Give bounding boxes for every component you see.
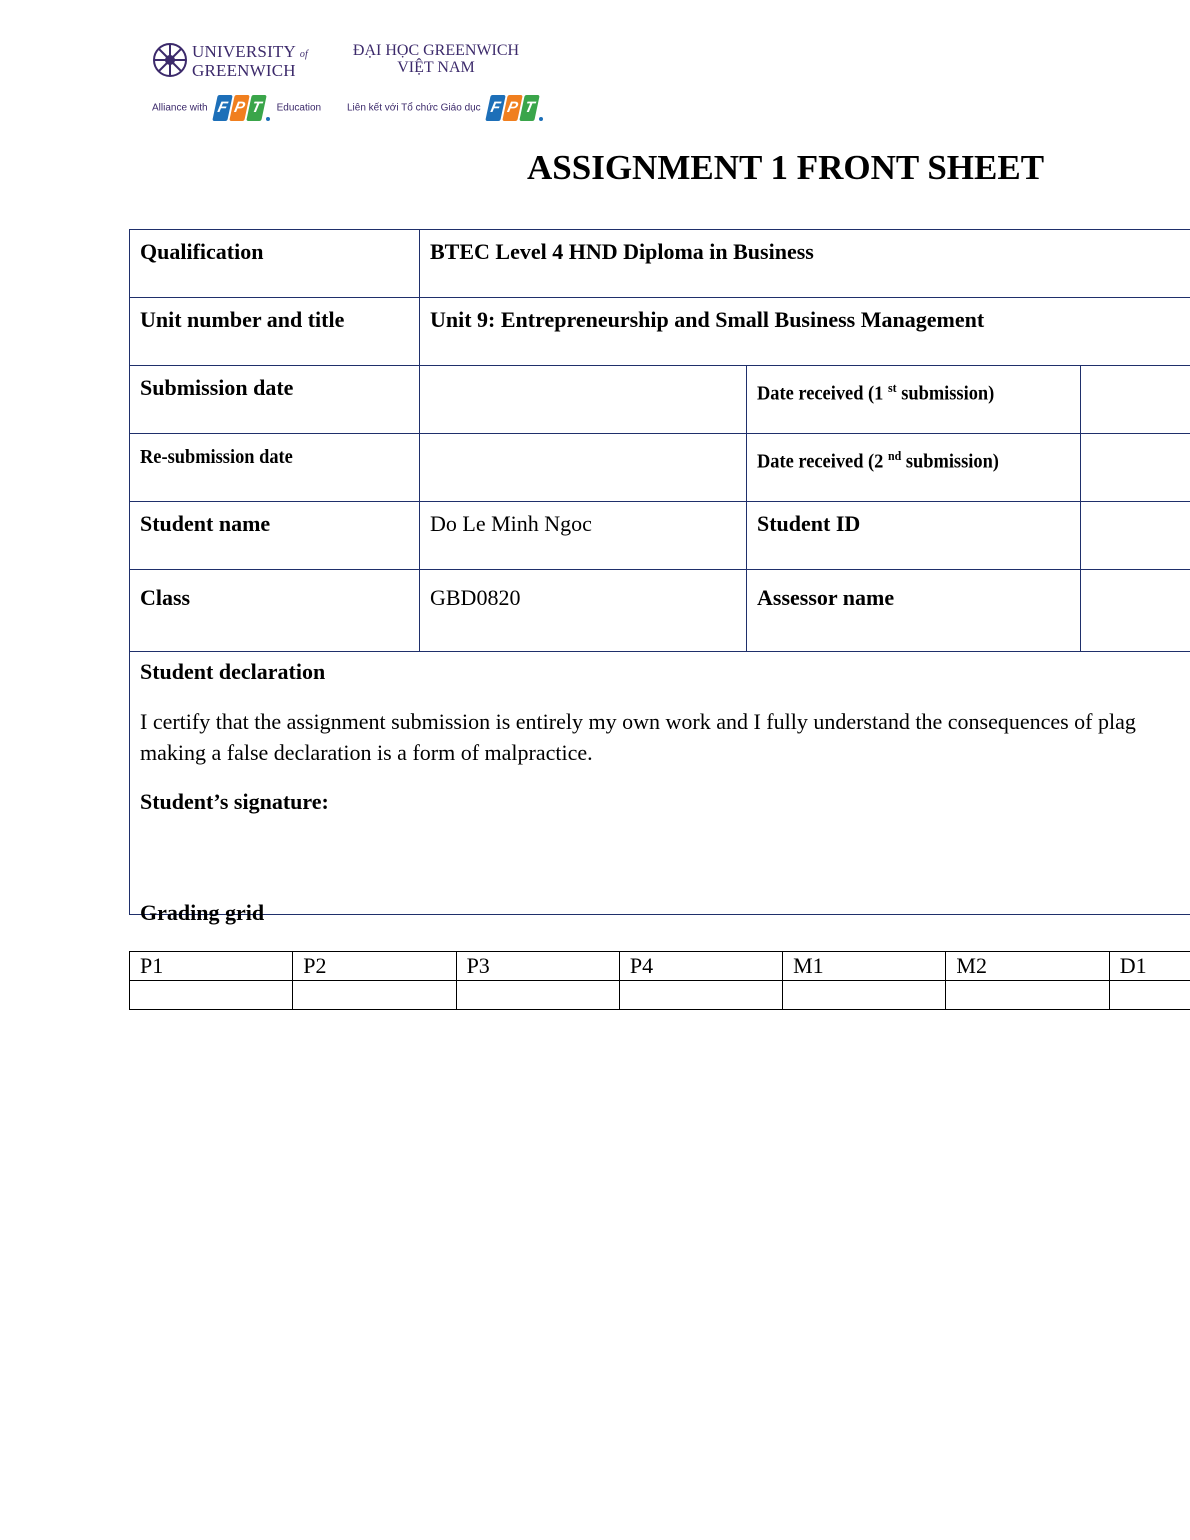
fpt-logo-icon: F P T <box>488 95 543 121</box>
logo-of-text: of <box>299 49 309 60</box>
grade-cell-p2[interactable] <box>293 981 456 1010</box>
greenwich-crest-icon <box>152 42 188 78</box>
row-submission <box>130 366 1190 434</box>
grade-cell-d1[interactable] <box>1109 981 1190 1010</box>
greenwich-vietnam-logo <box>347 42 536 128</box>
grade-cell-p3[interactable] <box>456 981 619 1010</box>
date-received-2-field[interactable] <box>1081 434 1190 502</box>
class-field[interactable]: GBD0820 <box>420 570 747 652</box>
row-resubmission <box>130 434 1190 502</box>
alliance-prefix-vn: Liên kết với Tổ chức Giáo dục <box>347 102 481 114</box>
grade-header-d1: D1 <box>1109 952 1190 981</box>
page-title: ASSIGNMENT 1 FRONT SHEET <box>527 148 1045 187</box>
grade-header-m1: M1 <box>783 952 946 981</box>
grading-grid-table <box>129 951 1190 1010</box>
assessor-name-label: Assessor name <box>747 570 1081 652</box>
row-class <box>130 570 1190 652</box>
grading-value-row <box>130 981 1190 1010</box>
qualification-label: Qualification <box>130 230 420 298</box>
date-received-2-label: Date received (2 $^{nd}$ submission) <box>747 434 1081 502</box>
row-qualification <box>130 230 1190 298</box>
student-name-label: Student name <box>130 502 420 570</box>
resubmission-date-label: Re-submission date <box>130 434 420 502</box>
grading-header-row <box>130 952 1190 981</box>
grade-header-p4: P4 <box>619 952 782 981</box>
grade-header-p1: P1 <box>130 952 293 981</box>
class-label: Class <box>130 570 420 652</box>
fpt-alliance-row <box>152 95 321 127</box>
row-declaration <box>130 652 1190 915</box>
grade-header-m2: M2 <box>946 952 1109 981</box>
declaration-title: Student declaration <box>140 659 326 684</box>
logo-greenwich-text: GREENWICH <box>192 61 296 80</box>
grade-cell-p4[interactable] <box>619 981 782 1010</box>
alliance-suffix: Education <box>276 102 322 114</box>
grade-cell-p1[interactable] <box>130 981 293 1010</box>
signature-label[interactable]: Student’s signature: <box>140 789 329 814</box>
assessor-name-field[interactable] <box>1081 570 1190 652</box>
row-unit <box>130 298 1190 366</box>
logo-vn-line2: VIỆT NAM <box>397 59 475 76</box>
grade-cell-m1[interactable] <box>783 981 946 1010</box>
fpt-alliance-row-vn <box>347 95 546 127</box>
student-id-field[interactable] <box>1081 502 1190 570</box>
grade-header-p2: P2 <box>293 952 456 981</box>
unit-label: Unit number and title <box>130 298 420 366</box>
grade-cell-m2[interactable] <box>946 981 1109 1010</box>
date-received-1-label: Date received (1 $^{st}$ submission) <box>747 366 1081 434</box>
logo-university-text: UNIVERSITY <box>192 42 296 61</box>
student-declaration-cell <box>130 652 1190 915</box>
qualification-value[interactable]: BTEC Level 4 HND Diploma in Business <box>420 230 1190 298</box>
unit-value[interactable]: Unit 9: Entrepreneurship and Small Business Management <box>420 298 1190 366</box>
student-name-field[interactable]: Do Le Minh Ngoc <box>420 502 747 570</box>
university-of-greenwich-logo <box>152 42 322 128</box>
grade-header-p3: P3 <box>456 952 619 981</box>
front-sheet-table <box>129 229 1190 915</box>
logo-vn-line1: ĐẠI HỌC GREENWICH <box>352 42 520 59</box>
student-id-label: Student ID <box>747 502 1081 570</box>
submission-date-field[interactable] <box>420 366 747 434</box>
row-student <box>130 502 1190 570</box>
date-received-1-field[interactable] <box>1081 366 1190 434</box>
alliance-prefix: Alliance with <box>152 102 208 114</box>
grading-grid-label: Grading grid <box>140 900 265 925</box>
declaration-text: I certify that the assignment submission is entirely my own work and I fully understand the consequences of plag making a false declaration is a form of malpractice. <box>140 709 1136 765</box>
submission-date-label: Submission date <box>130 366 420 434</box>
fpt-logo-icon: F P T <box>215 95 270 121</box>
resubmission-date-field[interactable] <box>420 434 747 502</box>
